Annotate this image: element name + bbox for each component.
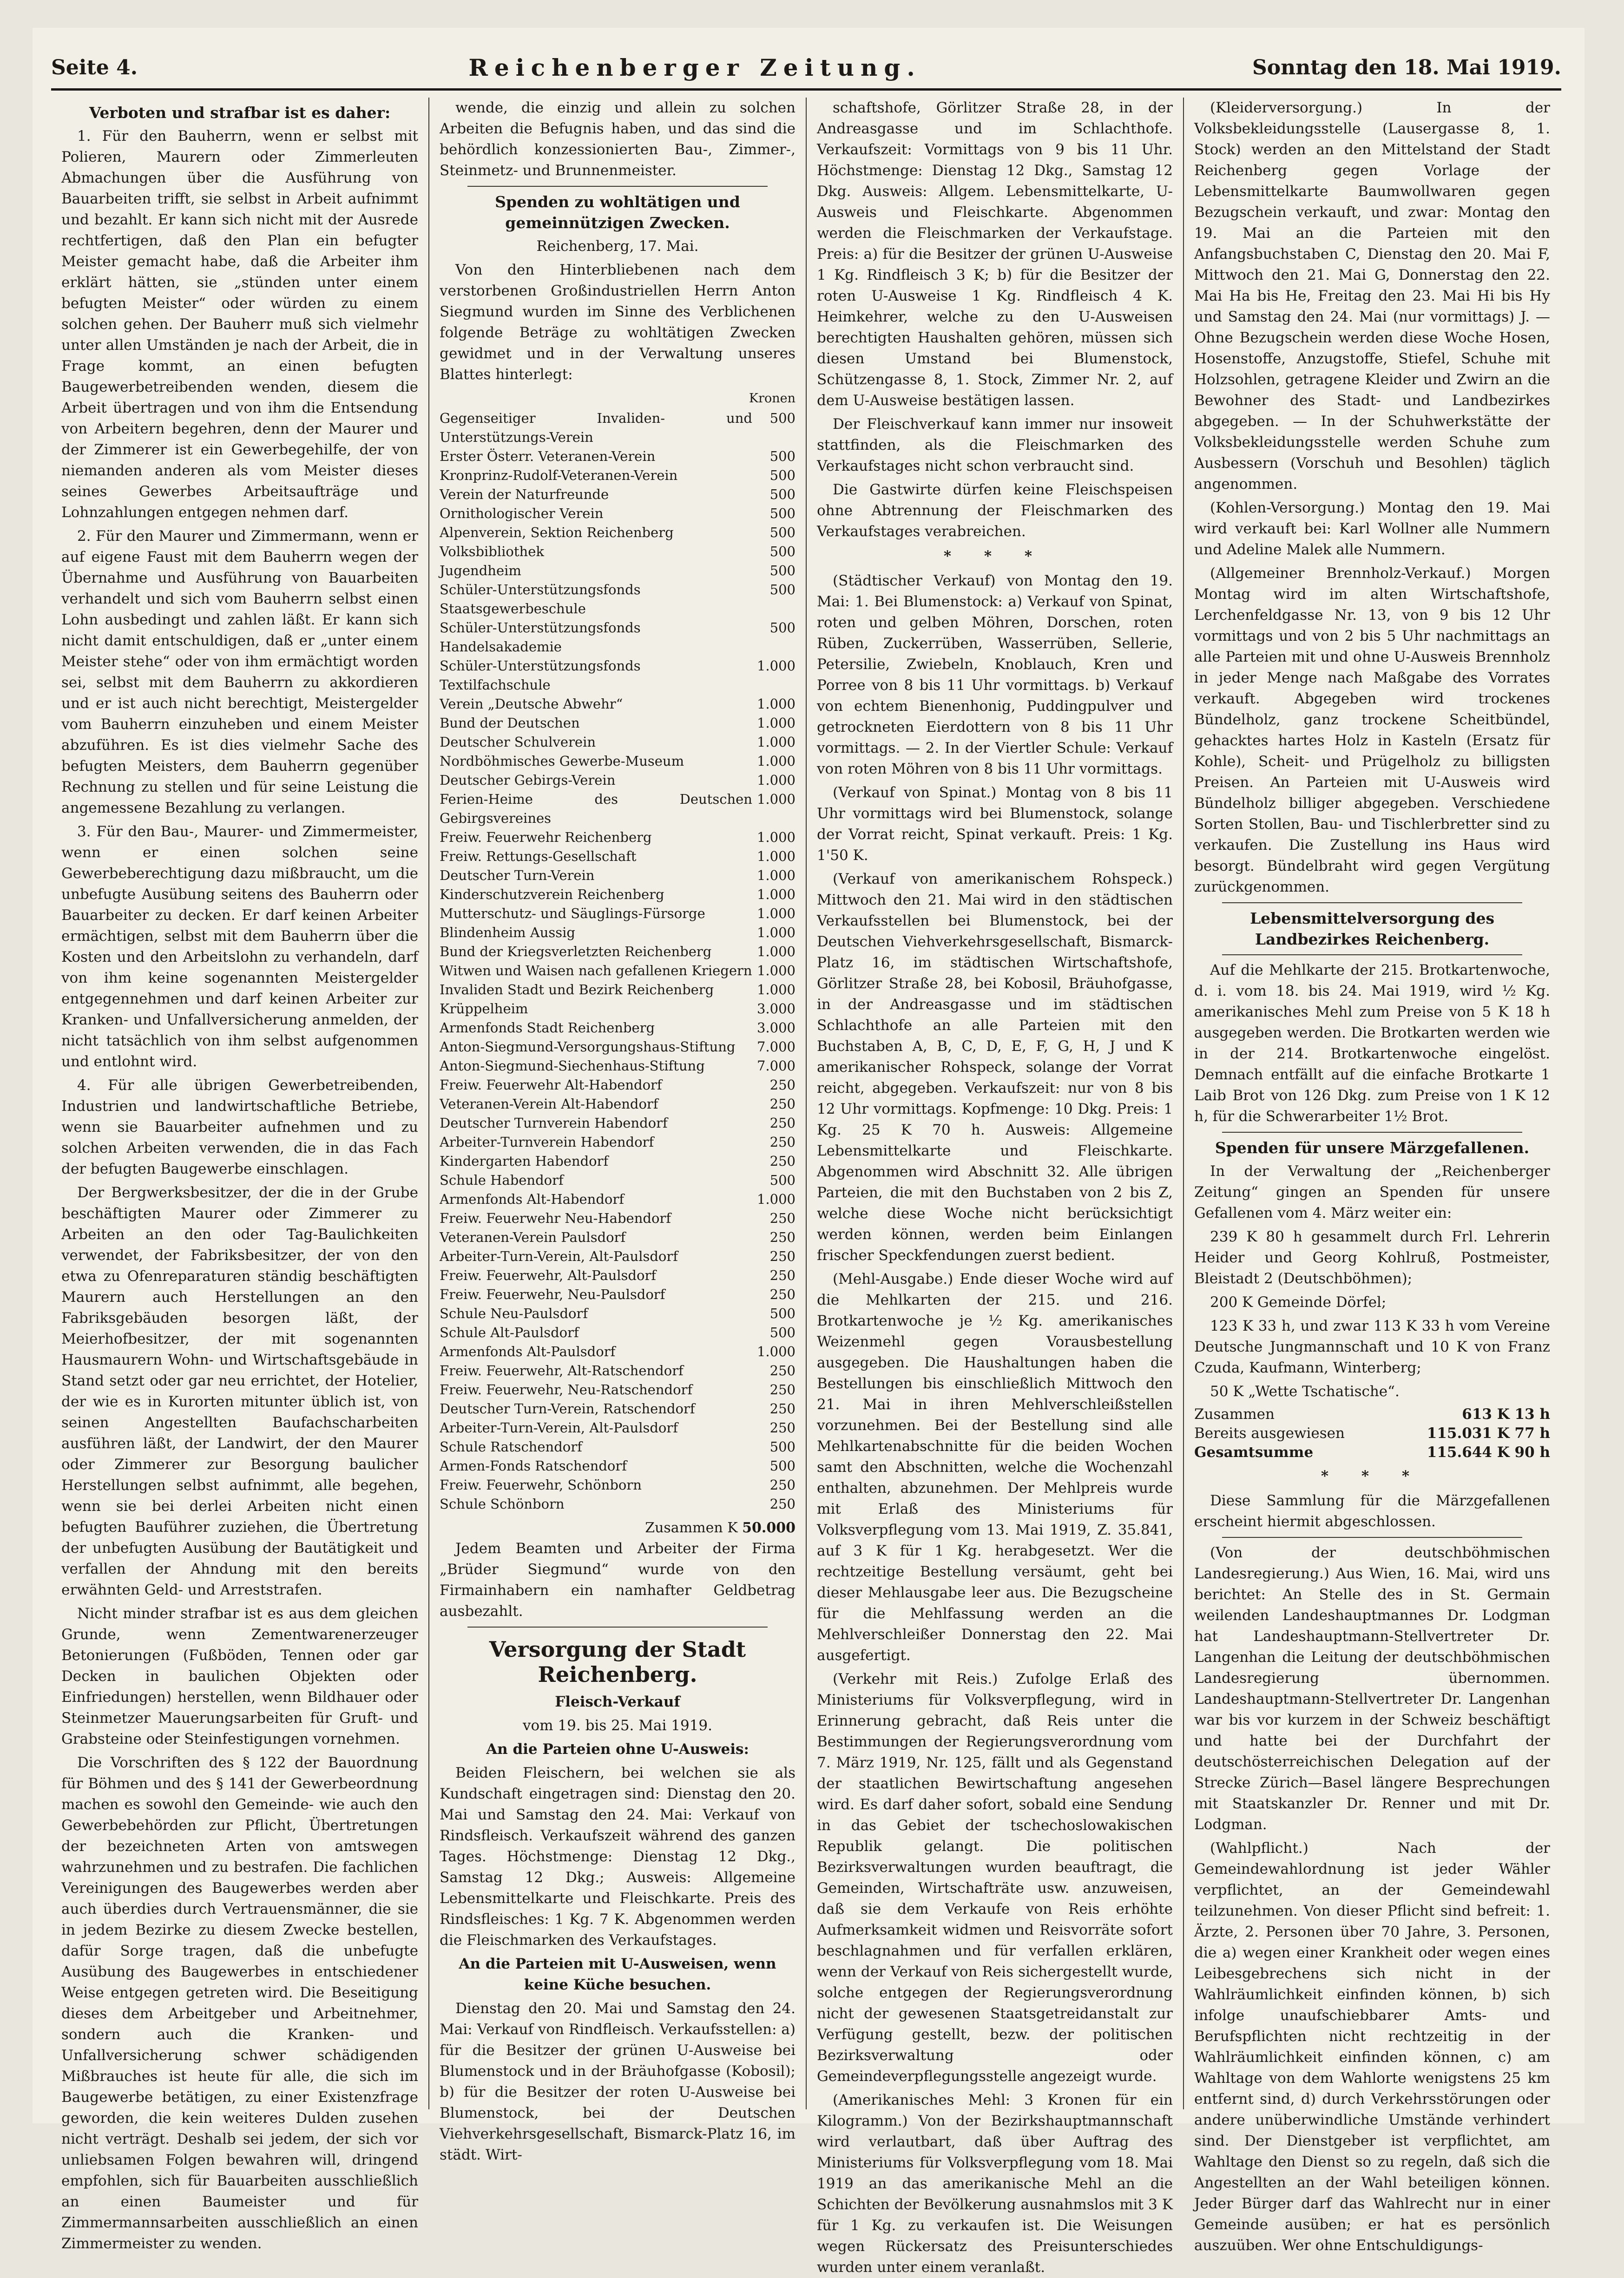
donation-row	[440, 847, 796, 866]
donation-name: Veteranen-Verein Alt-Habendorf	[440, 1096, 658, 1112]
currency-header: Kronen	[749, 391, 796, 406]
donation-row	[440, 714, 796, 733]
donation-name: Verein „Deutsche Abwehr“	[440, 696, 623, 712]
donation-name: Armenfonds Alt-Paulsdorf	[440, 1344, 616, 1359]
donation-amount: 250	[769, 1115, 796, 1131]
sum-value: 115.031 K 77 h	[1427, 1425, 1550, 1442]
donation-amount: 500	[769, 1439, 796, 1455]
donation-row	[440, 485, 796, 504]
donation-row	[440, 1190, 796, 1209]
paragraph: wende, die einzig und allein zu solchen Arbeiten die Befugnis haben, und das sind die behördlich konzessionierten Bau-, Zimmer-, Steinmetz- und Brunnenmeister.	[440, 99, 796, 179]
paragraph: (Verkehr mit Reis.) Zufolge Erlaß des Ministeriums für Volksverpflegung, wird in Erinnerung gebracht, daß Reis unter die Bestimmungen der Regierungsverordnung vom 7. März 1919, Nr. 125, fällt und als Gegenstand der staatlichen Bewirtschaftung angesehen wird. Es darf daher sofort, sobald eine Sendung in das Gebiet der tschechoslowakischen Republik gelangt. Die politischen Bezirksverwaltungen wurden beauftragt, die Gemeinden, Wirtschafträte usw. anzuweisen, daß sie dem Verkaufe von Reis erhöhte Aufmerksamkeit widmen und Reisvorräte sofort beschlagnahmen und für verfallen erklären, wenn der Verkauf von Reis sichergestellt wurde, solche entgegen der Regierungsverordnung nicht der gewesenen Staatsgetreidanstalt zur Verfügung gestellt, bezw. der politischen Bezirksverwaltung oder Gemeindeverpflegungsstelle angezeigt wurde.	[817, 1671, 1173, 2085]
donation-amount: 1.000	[756, 867, 796, 883]
sum-row	[1194, 1424, 1550, 1443]
donation-amount: 500	[769, 1172, 796, 1188]
donation-row	[440, 904, 796, 923]
donation-name: Schüler-Unterstützungsfonds Staatsgewerbeschule	[440, 582, 641, 617]
donation-amount: 250	[769, 1477, 796, 1493]
donation-name: Armenfonds Stadt Reichenberg	[440, 1020, 655, 1036]
donation-amount: 250	[769, 1363, 796, 1379]
paragraph: 239 K 80 h gesammelt durch Frl. Lehrerin Heider und Georg Kohlruß, Postmeister, Bleistadt 2 (Deutschböhmen);	[1194, 1228, 1550, 1287]
donation-row	[440, 828, 796, 847]
donation-name: Veteranen-Verein Paulsdorf	[440, 1229, 626, 1245]
donation-row	[440, 1057, 796, 1076]
donation-name: Ferien-Heime des Deutschen Gebirgsvereines	[440, 791, 752, 826]
donation-row	[440, 961, 796, 980]
donation-name: Verein der Naturfreunde	[440, 486, 609, 502]
donation-row	[440, 1114, 796, 1133]
column-1-title: Verboten und strafbar ist es daher:	[89, 104, 391, 122]
donation-name: Deutscher Turnverein Habendorf	[440, 1115, 668, 1131]
donation-name: Deutscher Turn-Verein	[440, 867, 595, 883]
donation-amount: 3.000	[756, 1001, 796, 1017]
donation-amount: 500	[769, 1306, 796, 1321]
donation-name: Mutterschutz- und Säuglings-Fürsorge	[440, 906, 705, 921]
donation-row	[440, 1266, 796, 1285]
separator: * * *	[943, 548, 1046, 565]
donation-amount: 250	[769, 1382, 796, 1398]
paragraph: 50 K „Wette Tschatische“.	[1210, 1383, 1400, 1400]
donation-name: Freiw. Feuerwehr, Neu-Paulsdorf	[440, 1287, 665, 1302]
donation-amount: 500	[769, 525, 796, 540]
donation-amount: 250	[769, 1229, 796, 1245]
column-3	[806, 98, 1183, 2276]
donation-name: Krüppelheim	[440, 1001, 528, 1017]
donation-amount: 250	[769, 1077, 796, 1093]
donation-row	[440, 1495, 796, 1514]
paragraph: (Verkauf von amerikanischem Rohspeck.) Mittwoch den 21. Mai wird in den städtischen Verkaufsstellen bei Blumenstock, bei der Deutschen Viehverkehrsgesellschaft, Bismarck-Platz 16, im städtischen Wirtschaftshofe, Görlitzer Straße 28, bei Kobosil, Bräuhofgasse, in der Andreasgasse und im städtischen Schlachthofe an alle Parteien mit den Buchstaben A, B, C, D, E, F, G, H, J und K amerikanischer Rohspeck, solange der Vorrat reicht, abgegeben. Verkaufszeit: nur von 8 bis 12 Uhr vormittags. Kopfmenge: 10 Dkg. Preis: 1 Kg. 25 K 70 h. Ausweis: Allgemeine Lebensmittelkarte und Fleischkarte. Abgenommen wird Abschnitt 32. Alle übrigen Parteien, die mit den Buchstaben von 2 bis Z, welche diese Woche nicht berücksichtigt werden können, werden beim Einlangen frischer Speckfendungen zuerst bedient.	[817, 871, 1173, 1264]
donation-amount: 7.000	[756, 1058, 796, 1074]
donation-name: Erster Österr. Veteranen-Verein	[440, 448, 656, 464]
paragraph: (Amerikanisches Mehl: 3 Kronen für ein Kilogramm.) Von der Bezirkshauptmannschaft wird verlautbart, daß über Auftrag des Ministeriums für Volksverpflegung vom 18. Mai 1919 an das amerikanische Mehl an die Schichten der Bevölkerung ausnahmslos mit 3 K für 1 Kg. zu verkaufen ist. Die Weisungen wegen Rückersatz des Preisunterschiedes wurden unter einem veranlaßt.	[817, 2092, 1173, 2276]
columns	[51, 98, 1561, 2276]
donation-row	[440, 980, 796, 999]
donation-name: Freiw. Feuerwehr, Alt-Ratschendorf	[440, 1363, 684, 1379]
paragraph: (Wahlpflicht.) Nach der Gemeindewahlordnung ist jeder Wähler verpflichtet, an der Gemeindewahl teilzunehmen. Von dieser Pflicht sind befreit: 1. Ärzte, 2. Personen über 70 Jahre, 3. Personen, die a) wegen einer Krankheit oder wegen eines Leibesgebrechens sich nicht in der Wahlräumlichkeit einfinden können, b) sich infolge unaufschiebbarer Amts- und Berufspflichten nicht rechtzeitig in der Wahlräumlichkeit einfinden können, c) am Wahltage von dem Wahlorte wenigstens 25 km entfernt sind, d) durch Verkehrsstörungen oder andere unüberwindliche Umstände verhindert sind. Der Dienstgeber ist verpflichtet, am Wahltage den Dienst so zu regeln, daß sich die Angestellten an der Wahl beteiligen können. Jeder Bürger darf das Wahlrecht nur in einer Gemeinde ausüben; er hat es persönlich auszuüben. Wer ohne Entschuldigungs-	[1194, 1840, 1550, 2254]
page-header	[51, 46, 1561, 91]
subheading: vom 19. bis 25. Mai 1919.	[523, 1717, 712, 1734]
donation-amount: 500	[769, 563, 796, 578]
donation-amount: 1.000	[756, 658, 796, 674]
paragraph: Auf die Mehlkarte der 215. Brotkartenwoche, d. i. vom 18. bis 24. Mai 1919, wird ½ Kg. amerikanisches Mehl zum Preise von 5 K 18 h ausgegeben werden. Die Brotkarten werden wie in der 214. Brotkartenwoche eingelöst. Demnach entfällt auf die einfache Brotkarte 1 Laib Brot von 126 Dkg. zum Preise von 1 K 12 h, für die Schwerarbeiter 1½ Brot.	[1194, 962, 1550, 1125]
donation-amount: 500	[769, 505, 796, 521]
donation-amount: 1.000	[756, 886, 796, 902]
donation-row	[440, 1457, 796, 1476]
donation-name: Schüler-Unterstützungsfonds Textilfachschule	[440, 658, 641, 693]
donation-row	[440, 771, 796, 790]
donation-name: Schule Neu-Paulsdorf	[440, 1306, 588, 1321]
donation-row	[440, 1342, 796, 1361]
donation-amount: 250	[769, 1420, 796, 1436]
donation-name: Jugendheim	[440, 563, 521, 578]
donation-row	[440, 466, 796, 485]
donation-name: Ornithologischer Verein	[440, 505, 604, 521]
masthead: Reichenberger Zeitung.	[468, 53, 921, 81]
donation-name: Freiw. Feuerwehr, Schönborn	[440, 1477, 642, 1493]
donation-name: Deutscher Schulverein	[440, 734, 596, 750]
divider	[467, 1627, 768, 1628]
donation-row	[440, 695, 796, 714]
donation-amount: 1.000	[756, 1344, 796, 1359]
donation-name: Schüler-Unterstützungsfonds Handelsakademie	[440, 620, 641, 655]
donation-name: Schule Habendorf	[440, 1172, 564, 1188]
donation-name: Invaliden Stadt und Bezirk Reichenberg	[440, 982, 714, 998]
paragraph: 1. Für den Bauherrn, wenn er selbst mit Polieren, Maurern oder Zimmerleuten Abmachungen über die Ausführung von Bauarbeiten trifft, sie selbst in Arbeit aufnimmt und bezahlt. Er kann sich nicht mit der Ausrede rechtfertigen, daß den Plan ein befugter Meister gemacht habe, daß die Arbeiter ihm erklärt hätten, sie „stünden unter einem befugten Meister“ oder würden zu einem solchen gehen. Der Bauherr muß sich vielmehr unter allen Umständen je nach der Arbeit, die in Frage kommt, an einen befugten Baugewerbetreibenden wenden, diesem die Arbeit übertragen und von ihm die Entsendung von Arbeitern begehren, denn der Maurer und der Zimmerer ist ein Gewerbegehilfe, der von niemanden anderen als vom Meister dieses seines Gewerbes Arbeitsaufträge und Lohnzahlungen entgegen nehmen darf.	[61, 128, 418, 521]
donation-amount: 500	[769, 544, 796, 559]
donation-row	[440, 1095, 796, 1114]
donation-amount: 1.000	[756, 944, 796, 959]
donations-title: Spenden zu wohltätigen und gemeinnützigen Zwecken.	[495, 193, 740, 232]
donation-row	[440, 1399, 796, 1418]
donations-total	[440, 1517, 796, 1538]
donation-amount: 1.000	[756, 982, 796, 998]
total-label: Zusammen K	[645, 1520, 738, 1536]
donation-row	[440, 561, 796, 580]
donation-amount: 1.000	[756, 925, 796, 940]
donation-name: Blindenheim Aussig	[440, 925, 575, 940]
section-title: Spenden für unsere Märzgefallenen.	[1215, 1139, 1530, 1157]
donation-amount: 500	[769, 467, 796, 483]
donation-name: Schule Alt-Paulsdorf	[440, 1325, 579, 1340]
donation-amount: 1.000	[756, 791, 796, 807]
donation-name: Kronprinz-Rudolf-Veteranen-Verein	[440, 467, 678, 483]
donation-row	[440, 618, 796, 656]
donation-row	[440, 1418, 796, 1438]
donation-name: Bund der Deutschen	[440, 715, 580, 731]
donation-amount: 1.000	[756, 829, 796, 845]
donation-row	[440, 1037, 796, 1057]
donation-name: Arbeiter-Turn-Verein, Alt-Paulsdorf	[440, 1248, 678, 1264]
paragraph: Diese Sammlung für die Märzgefallenen erscheint hiermit abgeschlossen.	[1194, 1492, 1550, 1530]
donation-name: Witwen und Waisen nach gefallenen Kriegern	[440, 963, 752, 978]
donation-amount: 3.000	[756, 1020, 796, 1036]
donation-name: Bund der Kriegsverletzten Reichenberg	[440, 944, 712, 959]
donation-name: Gegenseitiger Invaliden- und Unterstützungs-Verein	[440, 410, 752, 445]
donation-row	[440, 752, 796, 771]
donation-row	[440, 1171, 796, 1190]
donation-row	[440, 1380, 796, 1399]
divider	[1222, 1537, 1522, 1538]
donation-name: Freiw. Rettungs-Gesellschaft	[440, 848, 637, 864]
donation-amount: 250	[769, 1287, 796, 1302]
donation-row	[440, 1152, 796, 1171]
donation-row	[440, 523, 796, 542]
donation-amount: 250	[769, 1401, 796, 1417]
sum-label: Zusammen	[1194, 1406, 1275, 1423]
donation-row	[440, 580, 796, 618]
donation-name: Arbeiter-Turn-Verein, Alt-Paulsdorf	[440, 1420, 678, 1436]
column-4	[1183, 98, 1560, 2254]
sum-value: 115.644 K 90 h	[1427, 1444, 1550, 1461]
newspaper-page	[33, 28, 1585, 2276]
donation-amount: 1.000	[756, 696, 796, 712]
issue-date: Sonntag den 18. Mai 1919.	[1252, 55, 1561, 79]
column-1	[51, 98, 428, 2252]
donation-name: Freiw. Feuerwehr Alt-Habendorf	[440, 1077, 662, 1093]
dateline: Reichenberg, 17. Mai.	[536, 238, 699, 255]
paragraph: Nicht minder strafbar ist es aus dem gleichen Grunde, wenn Zementwarenerzeuger Betonierungen (Fußböden, Tennen oder gar Decken in baulichen Objekten oder Einfriedungen) herstellen, wenn Bildhauer oder Steinmetzer Mauerungsarbeiten für Gruft- und Grabsteine oder Steinfestigungen vornehmen.	[61, 1605, 418, 1747]
paragraph: 200 K Gemeinde Dörfel;	[1210, 1294, 1387, 1311]
section-title: Lebensmittelversorgung des Landbezirkes Reichenberg.	[1249, 909, 1495, 948]
sum-label: Bereits ausgewiesen	[1194, 1425, 1345, 1442]
donation-name: Armen-Fonds Ratschendorf	[440, 1458, 627, 1474]
sum-row	[1194, 1405, 1550, 1424]
donation-row	[440, 1247, 796, 1266]
donation-name: Armenfonds Alt-Habendorf	[440, 1191, 624, 1207]
sum-row	[1194, 1443, 1550, 1462]
donation-amount: 7.000	[756, 1039, 796, 1055]
paragraph: (Von der deutschböhmischen Landesregierung.) Aus Wien, 16. Mai, wird uns berichtet: An Stelle des in St. Germain weilenden Landeshauptmannes Dr. Lodgman hat Landeshauptmann-Stellvertreter Dr. Langenhan die Leitung der deutschböhmischen Landesregierung übernommen. Landeshauptmann-Stellvertreter Dr. Langenhan war bis vor kurzem in der Schweiz beschäftigt und hatte bei der Durchfahrt der deutschösterreichischen Delegation auf der Strecke Zürich—Basel längere Besprechungen mit Staatskanzler Dr. Renner und mit Dr. Lodgman.	[1194, 1544, 1550, 1833]
donation-row	[440, 447, 796, 466]
paragraph: Dienstag den 20. Mai und Samstag den 24. Mai: Verkauf von Rindfleisch. Verkaufsstellen: a) für die Besitzer der grünen U-Ausweise bei Blumenstock und in der Bräuhofgasse (Kobosil); b) für die Besitzer der roten U-Ausweise bei Blumenstock, bei der Deutschen Viehverkehrsgesellschaft, Bismarck-Platz 16, im städt. Wirt-	[440, 2000, 796, 2163]
donation-amount: 1.000	[756, 848, 796, 864]
donation-row	[440, 1361, 796, 1380]
paragraph: 4. Für alle übrigen Gewerbetreibenden, Industrien und landwirtschaftliche Betriebe, wenn sie Bauarbeiter aufnehmen und zu solchen Arbeiten verwenden, die in das Fach der befugten Baugewerbe einschlagen.	[61, 1077, 418, 1177]
donation-name: Schule Schönborn	[440, 1496, 565, 1512]
paragraph: Der Fleischverkauf kann immer nur insoweit stattfinden, als die Fleischmarken des Verkaufstages nicht schon verbraucht sind.	[817, 416, 1173, 474]
separator: * * *	[1321, 1468, 1424, 1484]
paragraph: 123 K 33 h, und zwar 113 K 33 h vom Vereine Deutsche Jungmannschaft und 10 K von Franz Czuda, Kaufmann, Winterberg;	[1194, 1318, 1550, 1376]
donation-name: Arbeiter-Turnverein Habendorf	[440, 1134, 654, 1150]
paragraph: Die Gastwirte dürfen keine Fleischspeisen ohne Abtrennung der Fleischmarken des Verkaufstages verabreichen.	[817, 481, 1173, 540]
donation-row	[440, 733, 796, 752]
donation-name: Freiw. Feuerwehr, Neu-Ratschendorf	[440, 1382, 693, 1398]
donation-row	[440, 1476, 796, 1495]
donation-amount: 500	[769, 448, 796, 464]
donation-name: Freiw. Feuerwehr Reichenberg	[440, 829, 652, 845]
donation-name: Freiw. Feuerwehr, Alt-Paulsdorf	[440, 1267, 657, 1283]
donation-name: Deutscher Gebirgs-Verein	[440, 772, 616, 788]
paragraph: 2. Für den Maurer und Zimmermann, wenn er auf eigene Faust mit dem Bauherrn wegen der Übernahme und Ausführung von Bauarbeiten verhandelt und sich vom Bauherrn selbst einen Lohn ausbedingt und zahlen läßt. Er kann sich nicht damit entschuldigen, daß er „unter einem Meister stehe“ oder von ihm ermächtigt worden sei, selbst mit dem Bauherrn zu akkordieren und er ist auch nicht berechtigt, Meistergelder vom Bauherrn einzuheben und einem Meister abzuführen. Es ist dies vielmehr Sache des befugten Meisters, dem Bauherrn gegenüber Rechnung zu stellen und für seine Leistung die angemessene Bezahlung zu verlangen.	[61, 528, 418, 816]
donation-name: Anton-Siegmund-Versorgungshaus-Stiftung	[440, 1039, 736, 1055]
donation-amount: 250	[769, 1210, 796, 1226]
donation-row	[440, 542, 796, 561]
donation-amount: 500	[769, 1325, 796, 1340]
donation-name: Schule Ratschendorf	[440, 1439, 582, 1455]
sum-label: Gesamtsumme	[1194, 1444, 1314, 1461]
donation-row	[440, 885, 796, 904]
column-2	[428, 98, 806, 2163]
subheading: An die Parteien ohne U-Ausweis:	[486, 1741, 749, 1758]
donation-row	[440, 656, 796, 695]
paragraph: 3. Für den Bau-, Maurer- und Zimmermeister, wenn er einen solchen seine Gewerbeberechtigung dazu mißbraucht, um die unbefugte Ausübung seitens des Bauherrn oder Bauarbeiter zu decken. Er darf keinen Arbeiter ermächtigen, selbst mit dem Bauherrn über die Kosten und den Arbeitslohn zu verhandeln, darf von ihm keine sogenannten Meistergelder entgegennehmen und darf keinen Arbeiter zur Kranken- und Unfallversicherung anmelden, der nicht tatsächlich von ihm selbst aufgenommen und entlohnt wird.	[61, 823, 418, 1070]
paragraph: In der Verwaltung der „Reichenberger Zeitung“ gingen an Spenden für unsere Gefallenen vom 4. März weiter ein:	[1194, 1163, 1550, 1221]
donation-row	[440, 1285, 796, 1304]
donation-name: Volksbibliothek	[440, 544, 544, 559]
donation-amount: 500	[769, 410, 796, 426]
donation-amount: 250	[769, 1153, 796, 1169]
donation-amount: 1.000	[756, 906, 796, 921]
donation-row	[440, 1323, 796, 1342]
donation-row	[440, 942, 796, 961]
donation-amount: 500	[769, 486, 796, 502]
donation-row	[440, 1438, 796, 1457]
donation-amount: 1.000	[756, 772, 796, 788]
collection-sums	[1194, 1405, 1550, 1462]
divider	[1222, 954, 1522, 955]
donation-amount: 250	[769, 1267, 796, 1283]
donation-row	[440, 866, 796, 885]
divider	[1222, 902, 1522, 903]
donation-amount: 1.000	[756, 963, 796, 978]
paragraph: (Verkauf von Spinat.) Montag von 8 bis 11 Uhr vormittags wird bei Blumenstock, solange der Vorrat reicht, Spinat verkauft. Preis: 1 Kg. 1'50 K.	[817, 784, 1173, 864]
paragraph: Jedem Beamten und Arbeiter der Firma „Brüder Siegmund“ wurde von den Firmainhabern ein namhafter Geldbetrag ausbezahlt.	[440, 1540, 796, 1620]
donation-name: Nordböhmisches Gewerbe-Museum	[440, 753, 684, 769]
donation-row	[440, 1076, 796, 1095]
total-value: 50.000	[742, 1520, 796, 1536]
donation-row	[440, 1304, 796, 1323]
paragraph: (Städtischer Verkauf) von Montag den 19. Mai: 1. Bei Blumenstock: a) Verkauf von Spinat, roten und gelben Möhren, Dorschen, roten Rüben, Zuckerrüben, Wasserrüben, Sellerie, Petersilie, Zwiebeln, Knoblauch, Kren und Porree von 8 bis 11 Uhr vormittags. b) Verkauf von echtem Bienenhonig, Puddingpulver und getrockneten Eierdottern von 8 bis 11 Uhr vormittags. — 2. In der Viertler Schule: Verkauf von roten Möhren von 8 bis 11 Uhr vormittags.	[817, 572, 1173, 777]
donation-row	[440, 1018, 796, 1037]
section-title: Versorgung der Stadt Reichenberg.	[489, 1637, 746, 1687]
donation-amount: 500	[769, 1458, 796, 1474]
donation-amount: 250	[769, 1096, 796, 1112]
subheading: Fleisch-Verkauf	[555, 1694, 680, 1710]
donation-row	[440, 999, 796, 1018]
donation-amount: 250	[769, 1134, 796, 1150]
donation-name: Kindergarten Habendorf	[440, 1153, 609, 1169]
donation-row	[440, 1209, 796, 1228]
donation-row	[440, 790, 796, 828]
divider	[1222, 1132, 1522, 1133]
donation-row	[440, 923, 796, 942]
donation-name: Deutscher Turn-Verein, Ratschendorf	[440, 1401, 695, 1417]
paragraph: Beiden Fleischern, bei welchen sie als Kundschaft eingetragen sind: Dienstag den 20. Mai und Samstag den 24. Mai: Verkauf von Rindsfleisch. Verkaufszeit während des ganzen Tages. Höchstmenge: Dienstag 12 Dkg., Samstag 12 Dkg.; Ausweis: Allgemeine Lebensmittelkarte und Fleischkarte. Preis des Rindsfleisches: 1 Kg. 7 K. Abgenommen werden die Fleischmarken des Verkaufstages.	[440, 1765, 796, 1949]
paragraph: schaftshofe, Görlitzer Straße 28, in der Andreasgasse und im Schlachthofe. Verkaufszeit: Vormittags von 9 bis 11 Uhr. Höchstmenge: Dienstag 12 Dkg., Samstag 12 Dkg. Ausweis: Allgem. Lebensmittelkarte, U-Ausweis und Fleischkarte. Abgenommen werden die Fleischmarken der Verkaufstage. Preis: a) für die Besitzer der grünen U-Ausweise 1 Kg. Rindfleisch 3 K; b) für die Besitzer der roten U-Ausweise 1 Kg. Rindfleisch 4 K. Heimkehrer, welche zu den U-Ausweisen berechtigten Haushalten gehören, müssen sich diesen Umstand bei Blumenstock, Schützengasse 8, 1. Stock, Zimmer Nr. 2, auf dem U-Ausweise bestätigen lassen.	[817, 99, 1173, 409]
donation-row	[440, 1228, 796, 1247]
donation-row	[440, 1133, 796, 1152]
donation-row	[440, 409, 796, 447]
paragraph: (Kohlen-Versorgung.) Montag den 19. Mai wird verkauft bei: Karl Wollner alle Nummern und Adeline Malek alle Nummern.	[1194, 499, 1550, 558]
divider	[467, 186, 768, 187]
donation-amount: 1.000	[756, 734, 796, 750]
donation-amount: 1.000	[756, 715, 796, 731]
donation-amount: 250	[769, 1248, 796, 1264]
donation-amount: 1.000	[756, 753, 796, 769]
donation-amount: 1.000	[756, 1191, 796, 1207]
paragraph: (Mehl-Ausgabe.) Ende dieser Woche wird auf die Mehlkarten der 215. und 216. Brotkartenwoche je ½ Kg. amerikanisches Weizenmehl gegen Vorausbestellung ausgegeben. Die Haushaltungen haben die Bestellungen bis einschließlich Mittwoch den 21. Mai in ihren Mehlverschleißstellen vorzunehmen. Bei der Bestellung sind alle Mehlkartenabschnitte für die beiden Wochen samt den Abschnitten, welche die Wochenzahl enthalten, abzunehmen. Der Mehlpreis wurde mit Erlaß des Ministeriums für Volksverpflegung vom 13. Mai 1919, Z. 35.841, auf 3 K für 1 Kg. herabgesetzt. Wer die rechtzeitige Bestellung versäumt, geht bei dieser Mehlausgabe leer aus. Die Bezugscheine für die Mehlfassung werden an die Mehlverschleißer Donnerstag den 22. Mai ausgefertigt.	[817, 1271, 1173, 1664]
donation-amount: 500	[769, 620, 796, 636]
paragraph: (Kleiderversorgung.) In der Volksbekleidungsstelle (Lausergasse 8, 1. Stock) werden an den Mittelstand der Stadt Reichenberg gegen Vorlage der Lebensmittelkarte Baumwollwaren gegen Bezugschein verkauft, und zwar: Montag den 19. Mai an die Parteien mit den Anfangsbuchstaben C, Dienstag den 20. Mai F, Mittwoch den 21. Mai G, Donnerstag den 22. Mai Ha bis He, Freitag den 23. Mai Hi bis Hy und Samstag den 24. Mai (nur vormittags) J. — Ohne Bezugschein werden diese Woche Hosen, Hosenstoffe, Anzugstoffe, Stiefel, Schuhe mit Holzsohlen, getragene Kleider und Zwirn an die Bewohner des Stadt- und Landbezirkes abgegeben. — In der Schuhwerkstätte der Volksbekleidungsstelle werden Schuhe zum Ausbessern (Vorschuh und Besohlen) täglich angenommen.	[1194, 99, 1550, 492]
donation-name: Freiw. Feuerwehr Neu-Habendorf	[440, 1210, 671, 1226]
donation-row	[440, 504, 796, 523]
donation-name: Anton-Siegmund-Siechenhaus-Stiftung	[440, 1058, 705, 1074]
paragraph: Von den Hinterbliebenen nach dem verstorbenen Großindustriellen Herrn Anton Siegmund wurden im Sinne des Verblichenen folgende Beträge zu wohltätigen Zwecken gewidmet und in der Verwaltung unseres Blattes hinterlegt:	[440, 262, 796, 383]
donation-amount: 500	[769, 582, 796, 597]
paragraph: Der Bergwerksbesitzer, der die in der Grube beschäftigten Maurer oder Zimmerer zu Arbeiten an den oder Tag-Baulichkeiten verwendet, der Fabriksbesitzer, der von den etwa zu Ofenreparaturen ständig beschäftigten Maurern auch Herstellungen an den Fabriksgebäuden besorgen läßt, der Meierhofbesitzer, der mit sogenannten Hausmaurern Wohn- und Wirtschaftsgebäude in Stand setzt oder gar neu errichtet, der Hotelier, der wie es in Kurorten mitunter üblich ist, von seinen Angestellten Baufachscharbeiten ausführen läßt, der Landwirt, der den Maurer oder Zimmerer zur Besorgung baulicher Herstellungen selbst aufnimmt, alle begehen, wenn sie bei derlei Arbeiten nicht einen befugten Bauführer zuziehen, die Übertretung der unbefugten Ausübung der Bautätigkeit und verfallen der Ahndung mit den bereits erwähnten Geld- und Arreststrafen.	[61, 1184, 418, 1598]
donation-amount: 250	[769, 1496, 796, 1512]
paragraph: Die Vorschriften des § 122 der Bauordnung für Böhmen und des § 141 der Gewerbeordnung machen es sowohl den Gemeinde- wie auch den Gewerbebehörden zur Pflicht, Übertretungen der bezeichneten Arten von amtswegen wahrzunehmen und zu bestrafen. Die fachlichen Vereinigungen des Baugewerbes werden aber auch überdies durch Vertrauensmänner, die sie in jedem Bezirke zu diesem Zwecke bestellen, dafür Sorge tragen, daß die unbefugte Ausübung des Baugewerbes in entschiedener Weise entgegen getreten wird. Die Beseitigung dieses dem Arbeitgeber und Arbeitnehmer, sondern auch die Kranken- und Unfallversicherung schwer schädigenden Mißbrauches ist heute für alle, die sich im Baugewerbe betätigen, zu einer Existenzfrage geworden, die kein weiteres Dulden zusehen nicht verträgt. Deshalb sei jedem, der sich vor unliebsamen Folgen bewahren will, dringend empfohlen, sich für Bauarbeiten ausschließlich an einen Baumeister und für Zimmermannsarbeiten ausschließlich an einen Zimmermeister zu wenden.	[61, 1754, 418, 2252]
subheading: An die Parteien mit U-Ausweisen, wenn keine Küche besuchen.	[459, 1956, 776, 1993]
donation-name: Kinderschutzverein Reichenberg	[440, 886, 664, 902]
paragraph: (Allgemeiner Brennholz-Verkauf.) Morgen Montag wird im alten Wirtschaftshofe, Lerchenfeldgasse Nr. 13, von 9 bis 12 Uhr vormittags und von 2 bis 5 Uhr nachmittags an alle Parteien mit und ohne U-Ausweis Brennholz in jeder Menge nach Maßgabe des Vorrates verkauft. Abgegeben wird trockenes Bündelholz, ganz trockene Scheitbündel, gehacktes hartes Holz in Kasteln (Ersatz für Kohle), Scheit- und Prügelholz zu billigsten Preisen. An Parteien mit U-Ausweis wird Bündelholz billiger abgegeben. Verschiedene Sorten Stollen, Bau- und Tischlerbretter sind zu verkaufen. Die Zustellung ins Haus wird besorgt. Bündelbraht wird gegen Vergütung zurückgenommen.	[1194, 565, 1550, 895]
donation-name: Alpenverein, Sektion Reichenberg	[440, 525, 674, 540]
page-number: Seite 4.	[51, 55, 138, 79]
sum-value: 613 K 13 h	[1462, 1406, 1550, 1423]
donations-table	[440, 409, 796, 1514]
